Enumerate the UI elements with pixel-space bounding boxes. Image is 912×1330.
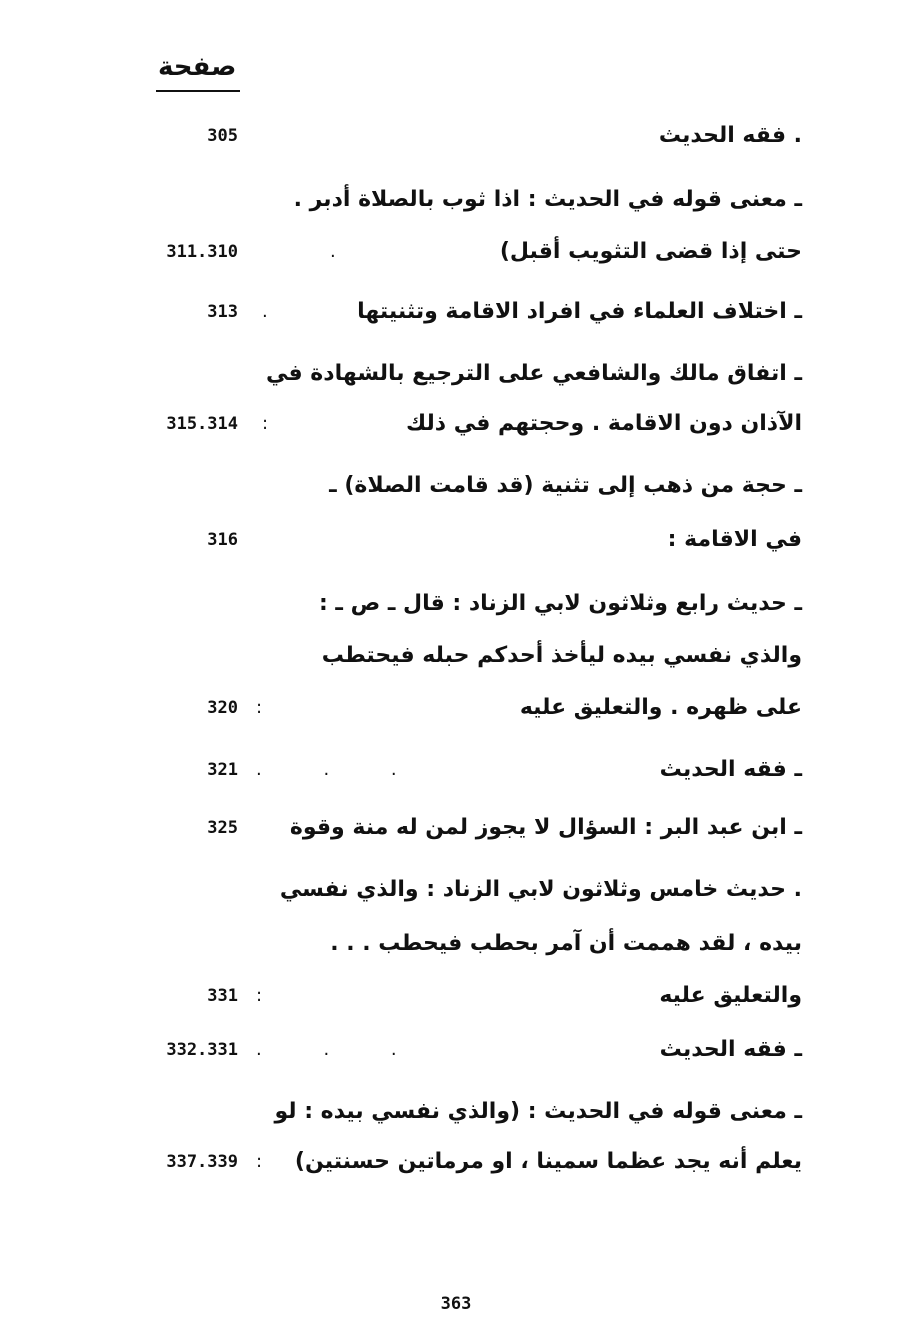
toc-entry-text: حتى إذا قضى التثويب أقبل): [499, 239, 802, 264]
toc-entry: [0, 636, 912, 686]
toc-entry-text: يعلم أنه يجد عظما سمينا ، او مرماتين حسنتين): [294, 1149, 802, 1174]
toc-entry: [0, 1142, 912, 1192]
toc-entry: [0, 354, 912, 404]
toc-entry-text: ـ فقه الحديث: [659, 1037, 802, 1062]
toc-entry-text: ـ معنى قوله في الحديث : اذا ثوب بالصلاة أدبر .: [293, 187, 802, 212]
toc-entry-text: ـ اختلاف العلماء في افراد الاقامة وتثنيتها: [357, 299, 802, 324]
toc-entry-page: 321: [207, 760, 238, 780]
toc-entry-text: ـ حديث رابع وثلاثون لابي الزناد : قال ـ ص ـ :: [318, 591, 802, 616]
toc-entry: [0, 116, 912, 166]
toc-entry-leader: :: [256, 1151, 265, 1172]
toc-entry-leader: .: [330, 241, 338, 262]
toc-entry-text: ـ معنى قوله في الحديث : (والذي نفسي بيده : لو: [274, 1099, 802, 1124]
toc-entry: [0, 520, 912, 570]
toc-entry-page: 320: [207, 698, 238, 718]
toc-entry-text: ـ فقه الحديث: [659, 757, 802, 782]
toc-entry-leader: . . .: [256, 1039, 425, 1060]
toc-entry-page: 313: [207, 302, 238, 322]
toc-entry-text: ـ حجة من ذهب إلى تثنية (قد قامت الصلاة) ـ: [329, 473, 802, 498]
toc-entry: [0, 924, 912, 974]
toc-entry-page: 315.314: [166, 414, 238, 434]
toc-entry-text: . حديث خامس وثلاثون لابي الزناد : والذي نفسي: [279, 877, 802, 902]
toc-entry-leader: :: [256, 697, 265, 718]
toc-entry: [0, 292, 912, 342]
toc-entry-page: 325: [207, 818, 238, 838]
toc-entry: [0, 466, 912, 516]
toc-entry: [0, 232, 912, 282]
toc-entry: [0, 808, 912, 858]
toc-entry: [0, 404, 912, 454]
toc-entry: [0, 688, 912, 738]
toc-entry: [0, 1030, 912, 1080]
toc-entry: [0, 976, 912, 1026]
page-column-heading: صفحة: [158, 52, 237, 82]
page-number: 363: [440, 1294, 472, 1314]
toc-entry: [0, 750, 912, 800]
toc-entry-leader: . . .: [256, 759, 425, 780]
toc-entry: [0, 870, 912, 920]
toc-entry-text: ـ اتفاق مالك والشافعي على الترجيع بالشهادة في: [265, 361, 802, 386]
toc-entry-text: والذي نفسي بيده ليأخذ أحدكم حبله فيحتطب: [321, 643, 802, 668]
toc-entry-page: 316: [207, 530, 238, 550]
toc-entry-page: 337.339: [166, 1152, 238, 1172]
toc-entry-text: الآذان دون الاقامة . وحجتهم في ذلك: [406, 411, 802, 436]
toc-entry: [0, 584, 912, 634]
toc-entry: [0, 1092, 912, 1142]
toc-entry-page: 305: [207, 126, 238, 146]
toc-entry-text: . فقه الحديث: [658, 123, 802, 148]
toc-entry-text: على ظهره . والتعليق عليه: [519, 695, 802, 720]
toc-entry-text: والتعليق عليه: [659, 983, 802, 1008]
toc-entry-leader: .: [262, 301, 270, 322]
toc-entry-text: بيده ، لقد هممت أن آمر بحطب فيحطب . . .: [330, 931, 802, 956]
toc-entry-page: 332.331: [166, 1040, 238, 1060]
heading-underline: [156, 90, 240, 92]
toc-entry-text: ـ ابن عبد البر : السؤال لا يجوز لمن له منة وقوة: [289, 815, 802, 840]
toc-entry: [0, 180, 912, 230]
toc-entry-page: 331: [207, 986, 238, 1006]
toc-entry-text: في الاقامة :: [667, 527, 802, 552]
toc-entry-leader: :: [262, 413, 271, 434]
toc-entry-page: 311.310: [166, 242, 238, 262]
toc-entry-leader: :: [256, 985, 265, 1006]
